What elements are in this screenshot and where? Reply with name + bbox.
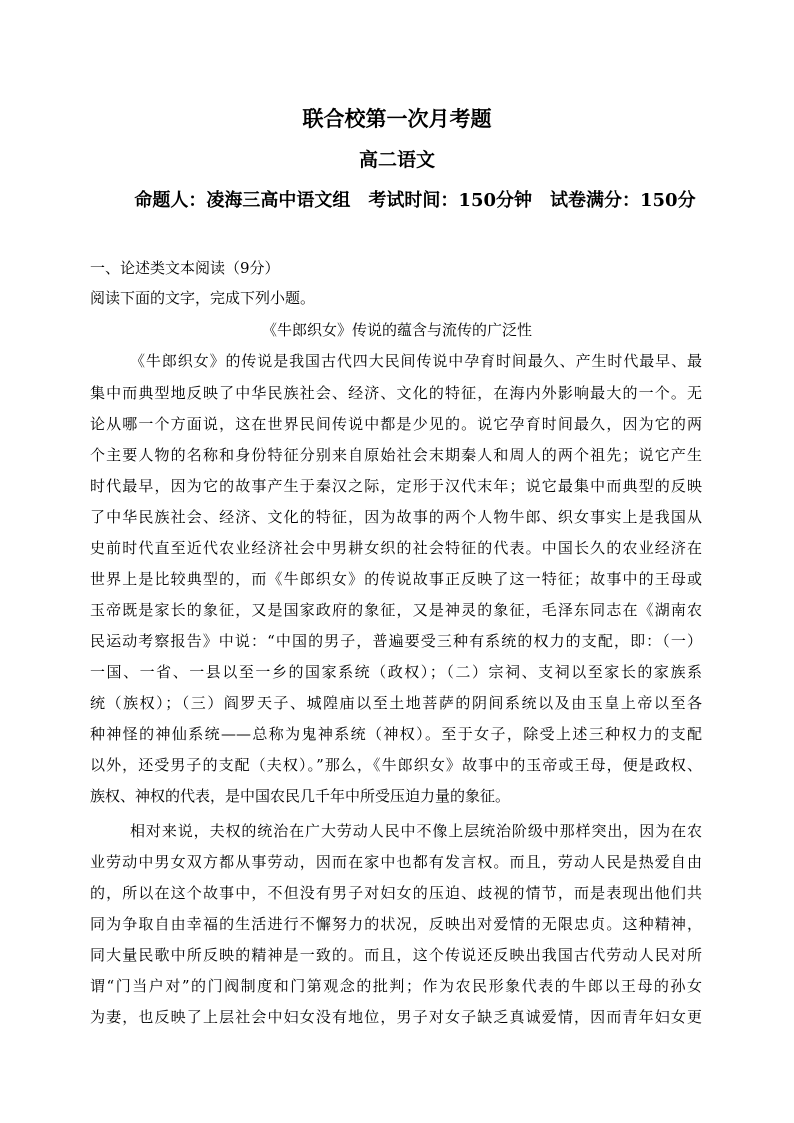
paragraph-line: 集中而典型地反映了中华民族社会、经济、文化的特征，在海内外影响最大的一个。无 bbox=[90, 384, 702, 402]
section-heading: 一、论述类文本阅读（9分） bbox=[90, 259, 280, 277]
paragraph-line: 民运动考察报告》中说：“中国的男子，普遍要受三种有系统的权力的支配，即：（一） bbox=[90, 632, 702, 650]
paragraph-line: 统（族权）；（三）阎罗天子、城隍庙以至土地菩萨的阴间系统以及由玉皇上帝以至各 bbox=[90, 694, 702, 712]
paragraph-line: 族权、神权的代表，是中国农民几千年中所受压迫力量的象征。 bbox=[90, 787, 511, 805]
paragraph-line: 论从哪一个方面说，这在世界民间传说中都是少见的。说它孕育时间最久，因为它的两 bbox=[90, 415, 702, 433]
paragraph-line: 世界上是比较典型的，而《牛郎织女》的传说故事正反映了这一特征；故事中的王母或 bbox=[90, 570, 702, 588]
paragraph-line: 以外，还受男子的支配（夫权）。”那么，《牛郎织女》故事中的玉帝或王母，便是政权、 bbox=[90, 756, 702, 774]
paragraph-line: 业劳动中男女双方都从事劳动，因而在家中也都有发言权。而且，劳动人民是热爱自由 bbox=[90, 853, 702, 871]
paragraph-line: 同为争取自由幸福的生活进行不懈努力的状况，反映出对爱情的无限忠贞。这种精神， bbox=[90, 915, 702, 933]
paragraph-line: 了中华民族社会、经济、文化的特征，因为故事的两个人物牛郎、织女事实上是我国从 bbox=[90, 508, 702, 526]
exam-subject: 高二语文 bbox=[358, 149, 435, 171]
paragraph-line: 为妻，也反映了上层社会中妇女没有地位，男子对女子缺乏真诚爱情，因而青年妇女更 bbox=[90, 1008, 702, 1026]
paragraph-line: 个主要人物的名称和身份特征分别来自原始社会末期秦人和周人的两个祖先；说它产生 bbox=[90, 446, 702, 464]
paragraph-line: 同大量民歌中所反映的精神是一致的。而且，这个传说还反映出我国古代劳动人民对所 bbox=[90, 946, 702, 964]
exam-title: 联合校第一次月考题 bbox=[302, 106, 492, 131]
paragraph-line: 谓“门当户对”的门阀制度和门第观念的批判；作为农民形象代表的牛郎以王母的孙女 bbox=[90, 977, 702, 995]
paragraph-line: 时代最早，因为它的故事产生于秦汉之际，定形于汉代末年；说它最集中而典型的反映 bbox=[90, 477, 702, 495]
exam-info: 命题人：凌海三高中语文组 考试时间：150分钟 试卷满分：150分 bbox=[134, 190, 696, 211]
section-instruction: 阅读下面的文字，完成下列小题。 bbox=[90, 289, 316, 307]
paragraph-line: 《牛郎织女》的传说是我国古代四大民间传说中孕育时间最久、产生时代最早、最 bbox=[130, 352, 702, 370]
article-title: 《牛郎织女》传说的蕴含与流传的广泛性 bbox=[261, 321, 532, 339]
paragraph-line: 相对来说，夫权的统治在广大劳动人民中不像上层统治阶级中那样突出，因为在农 bbox=[130, 822, 702, 840]
paragraph-line: 种神怪的神仙系统——总称为鬼神系统（神权）。至于女子，除受上述三种权力的支配 bbox=[90, 725, 702, 743]
paragraph-line: 的，所以在这个故事中，不但没有男子对妇女的压迫、歧视的情节，而是表现出他们共 bbox=[90, 884, 702, 902]
paragraph-line: 玉帝既是家长的象征，又是国家政府的象征，又是神灵的象征，毛泽东同志在《湖南农 bbox=[90, 601, 702, 619]
paragraph-line: 一国、一省、一县以至一乡的国家系统（政权）；（二）宗祠、支祠以至家长的家族系 bbox=[90, 663, 702, 681]
paragraph-line: 史前时代直至近代农业经济社会中男耕女织的社会特征的代表。中国长久的农业经济在 bbox=[90, 539, 702, 557]
